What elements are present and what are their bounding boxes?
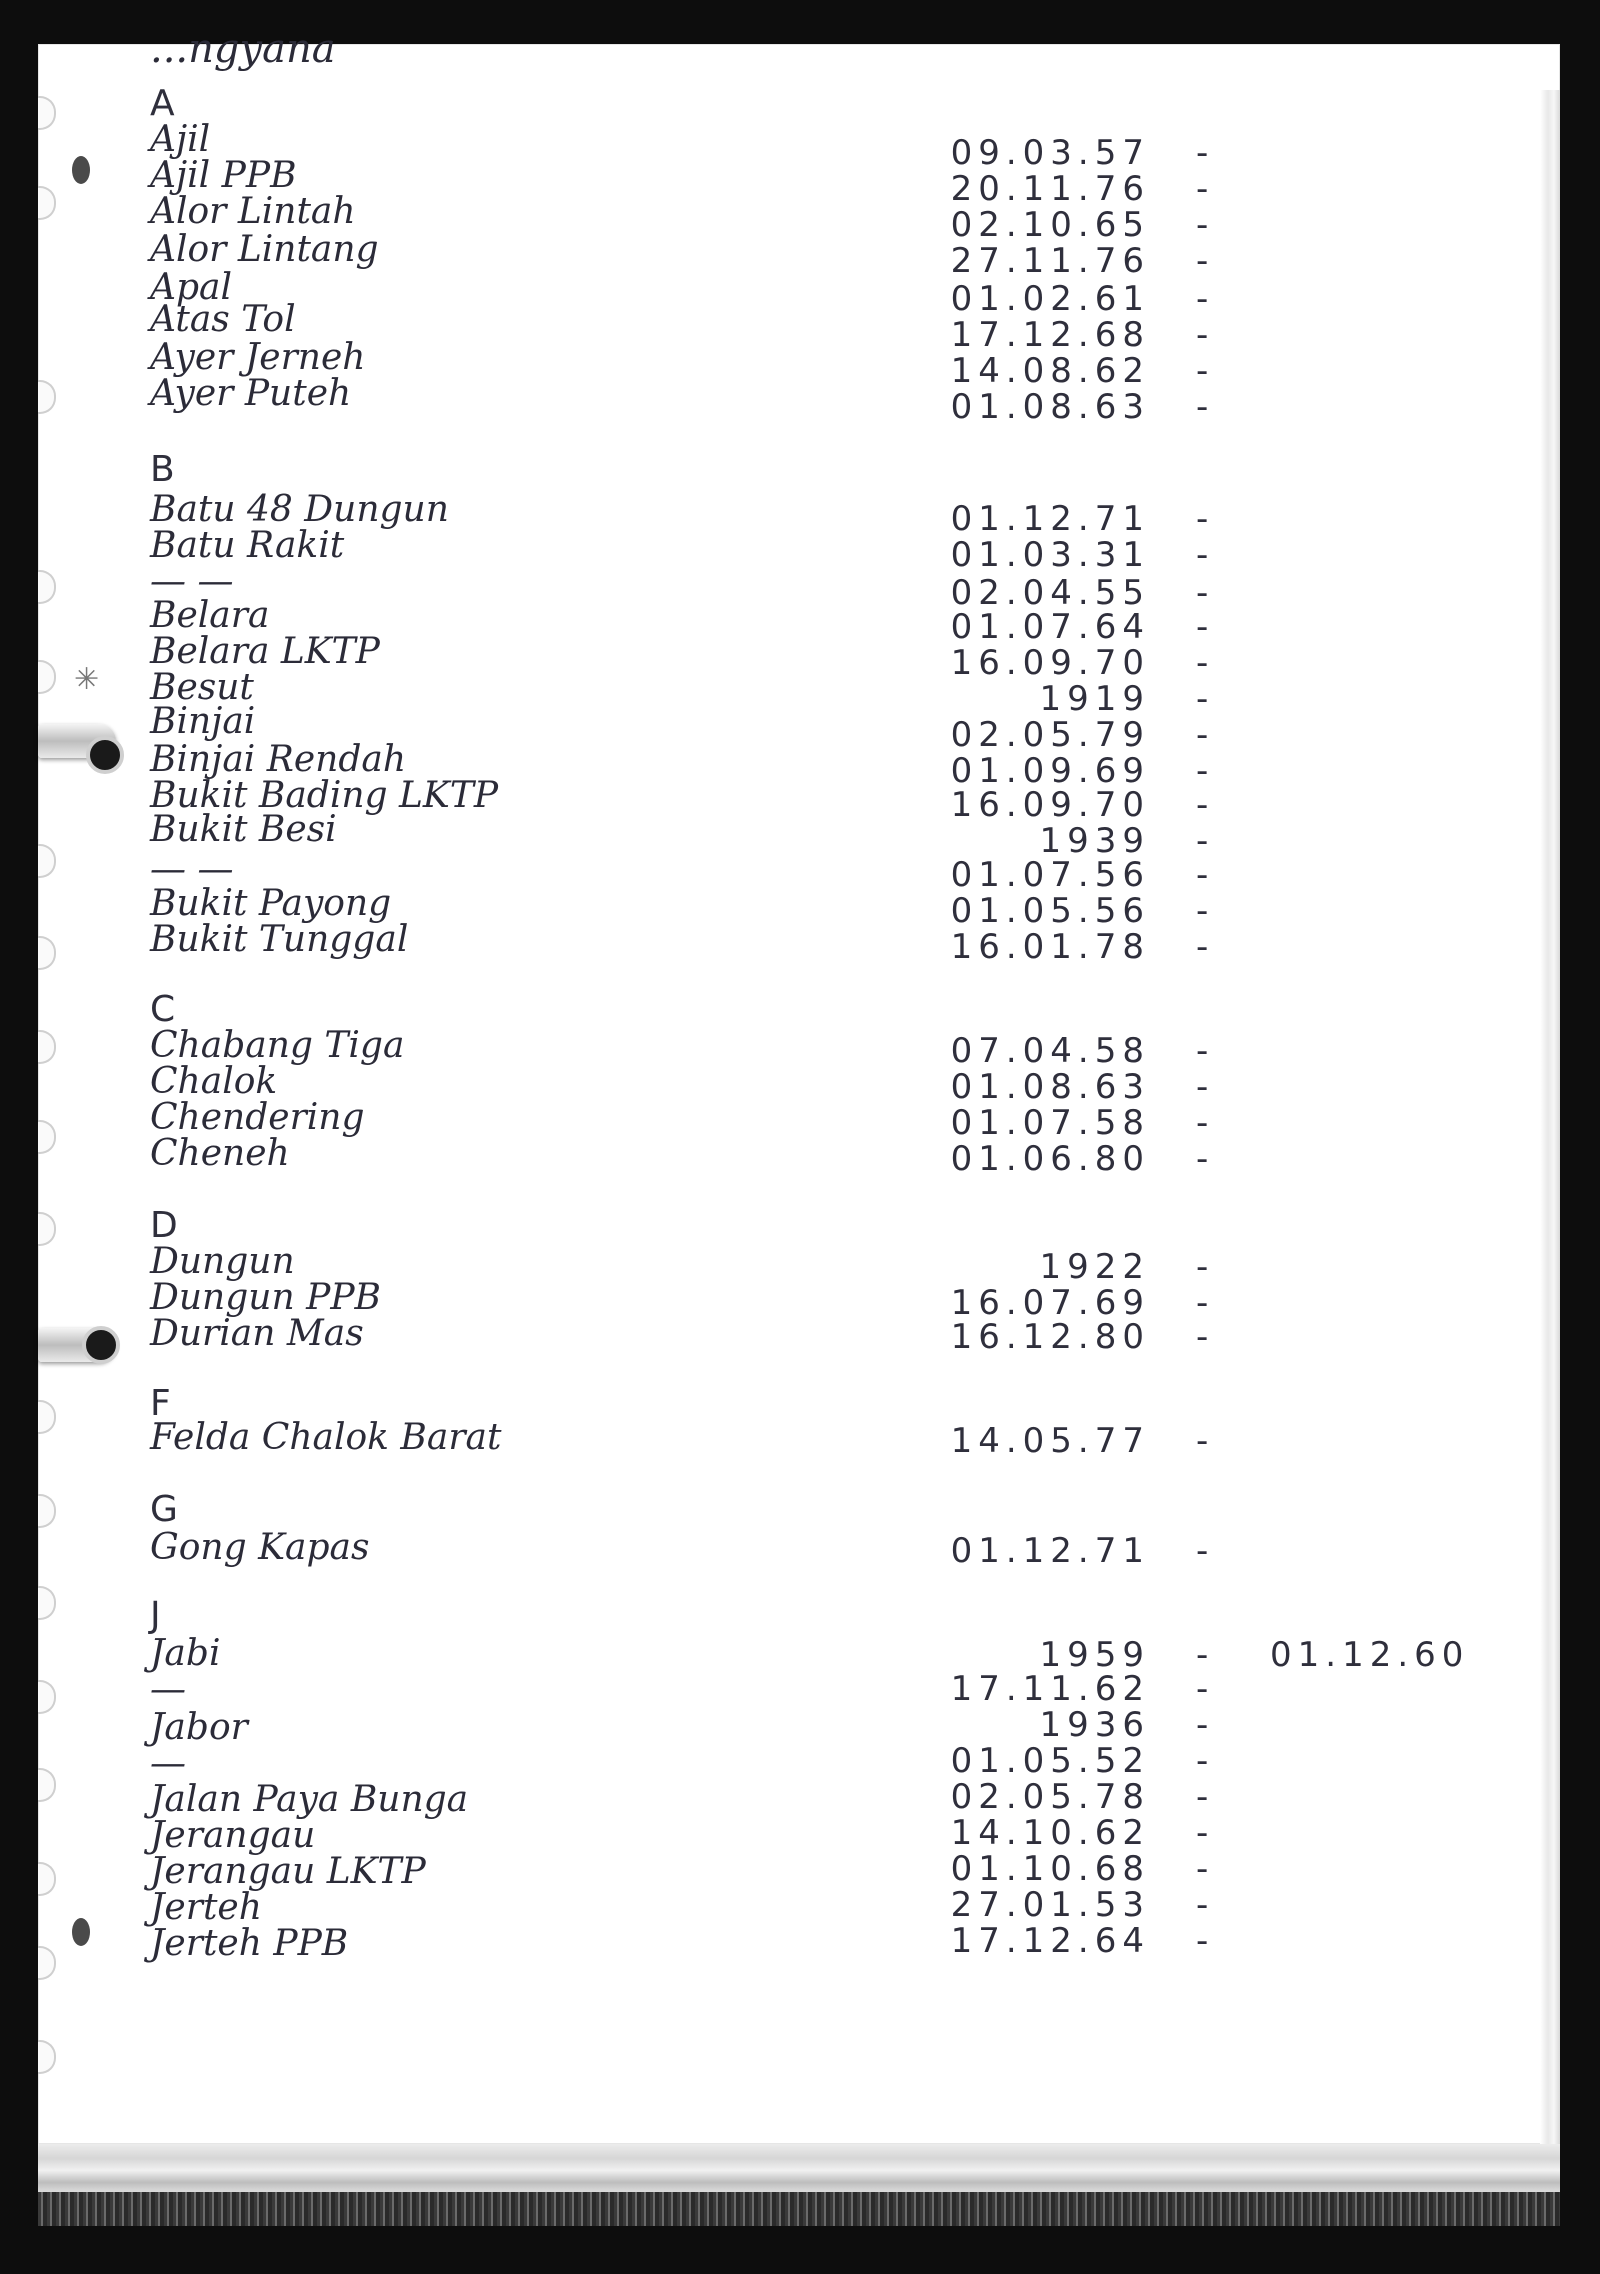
row-dash: - bbox=[1196, 241, 1209, 281]
row-dash: - bbox=[1196, 279, 1209, 319]
station-name: Ayer Jerneh bbox=[150, 337, 366, 378]
station-date: 09.03.57 bbox=[950, 133, 1150, 173]
row-dash: - bbox=[1196, 499, 1209, 539]
station-name: — — bbox=[150, 849, 234, 890]
station-name: Cheneh bbox=[150, 1133, 290, 1174]
row-dash: - bbox=[1196, 1283, 1209, 1323]
station-date: 01.10.68 bbox=[950, 1849, 1150, 1889]
station-name: Chendering bbox=[150, 1097, 365, 1138]
row-dash: - bbox=[1196, 1421, 1209, 1461]
row-dash: - bbox=[1196, 1705, 1209, 1745]
row-dash: - bbox=[1196, 927, 1209, 967]
row-dash: - bbox=[1196, 573, 1209, 613]
station-name: Chabang Tiga bbox=[150, 1025, 405, 1066]
row-dash: - bbox=[1196, 607, 1209, 647]
row-dash: - bbox=[1196, 169, 1209, 209]
station-name: Besut bbox=[150, 667, 254, 708]
row-dash: - bbox=[1196, 715, 1209, 755]
row-dash: - bbox=[1196, 1531, 1209, 1571]
station-date: 02.05.78 bbox=[950, 1777, 1150, 1817]
section-letter-b: B bbox=[150, 449, 175, 490]
station-name: Jabi bbox=[150, 1633, 221, 1674]
station-name: Gong Kapas bbox=[150, 1527, 370, 1568]
station-name: Dungun bbox=[150, 1241, 295, 1282]
station-name: Durian Mas bbox=[150, 1313, 364, 1354]
row-dash: - bbox=[1196, 1247, 1209, 1287]
station-date: 17.11.62 bbox=[950, 1669, 1150, 1709]
station-name: Ayer Puteh bbox=[150, 373, 352, 414]
section-letter-c: C bbox=[150, 989, 176, 1030]
row-dash: - bbox=[1196, 1067, 1209, 1107]
station-date: 07.04.58 bbox=[950, 1031, 1150, 1071]
row-dash: - bbox=[1196, 205, 1209, 245]
row-dash: - bbox=[1196, 1139, 1209, 1179]
station-name: Batu 48 Dungun bbox=[150, 489, 449, 530]
station-date: 01.12.71 bbox=[950, 499, 1150, 539]
station-date: 01.09.69 bbox=[950, 751, 1150, 791]
station-date: 14.08.62 bbox=[950, 351, 1150, 391]
station-date: 02.04.55 bbox=[950, 573, 1150, 613]
section-letter-f: F bbox=[150, 1383, 171, 1424]
station-name: Bukit Bading LKTP bbox=[150, 775, 499, 816]
row-dash: - bbox=[1196, 891, 1209, 931]
row-dash: - bbox=[1196, 1849, 1209, 1889]
row-dash: - bbox=[1196, 1813, 1209, 1853]
station-date: 01.02.61 bbox=[950, 279, 1150, 319]
row-dash: - bbox=[1196, 1777, 1209, 1817]
station-date: 17.12.64 bbox=[950, 1921, 1150, 1961]
station-date: 01.08.63 bbox=[950, 1067, 1150, 1107]
station-name: Batu Rakit bbox=[150, 525, 345, 566]
row-dash: - bbox=[1196, 1741, 1209, 1781]
section-letter-j: J bbox=[150, 1595, 161, 1636]
station-date: 1939 bbox=[1039, 821, 1150, 861]
station-date: 01.12.71 bbox=[950, 1531, 1150, 1571]
row-dash: - bbox=[1196, 643, 1209, 683]
station-date: 01.05.56 bbox=[950, 891, 1150, 931]
station-name: — — bbox=[150, 561, 234, 602]
row-dash: - bbox=[1196, 1635, 1209, 1675]
row-dash: - bbox=[1196, 535, 1209, 575]
binder-sheet-edge bbox=[38, 2192, 1560, 2226]
station-date: 17.12.68 bbox=[950, 315, 1150, 355]
row-dash: - bbox=[1196, 1317, 1209, 1357]
row-dash: - bbox=[1196, 1921, 1209, 1961]
row-dash: - bbox=[1196, 1885, 1209, 1925]
star-mark-icon: ✳ bbox=[74, 662, 100, 697]
station-date: 14.10.62 bbox=[950, 1813, 1150, 1853]
row-dash: - bbox=[1196, 351, 1209, 391]
page-stack-edge bbox=[1540, 90, 1560, 2190]
station-date: 02.05.79 bbox=[950, 715, 1150, 755]
row-dash: - bbox=[1196, 751, 1209, 791]
station-date: 16.09.70 bbox=[950, 785, 1150, 825]
extra-date: 01.12.60 bbox=[1270, 1635, 1470, 1675]
station-name: Belara LKTP bbox=[150, 631, 380, 672]
section-letter-g: G bbox=[150, 1489, 178, 1530]
station-date: 20.11.76 bbox=[950, 169, 1150, 209]
row-dash: - bbox=[1196, 679, 1209, 719]
row-dash: - bbox=[1196, 821, 1209, 861]
station-name: Ajil PPB bbox=[150, 155, 297, 196]
row-dash: - bbox=[1196, 785, 1209, 825]
row-dash: - bbox=[1196, 387, 1209, 427]
row-dash: - bbox=[1196, 133, 1209, 173]
station-name: Bukit Tunggal bbox=[150, 919, 409, 960]
station-name: Jabor bbox=[150, 1707, 248, 1748]
station-name: Ajil bbox=[150, 119, 211, 160]
station-name: Jerangau bbox=[150, 1815, 316, 1856]
row-dash: - bbox=[1196, 1103, 1209, 1143]
station-name: — bbox=[150, 1743, 186, 1784]
section-letter-d: D bbox=[150, 1205, 178, 1246]
station-name: Binjai bbox=[150, 701, 256, 742]
row-dash: - bbox=[1196, 1669, 1209, 1709]
station-name: Felda Chalok Barat bbox=[150, 1417, 502, 1458]
section-letter-a: A bbox=[150, 83, 175, 124]
station-date: 27.11.76 bbox=[950, 241, 1150, 281]
station-name: Alor Lintang bbox=[150, 229, 379, 270]
station-date: 1919 bbox=[1039, 679, 1150, 719]
header-fragment: ...ngyana bbox=[150, 26, 336, 72]
station-name: — bbox=[150, 1669, 186, 1710]
row-dash: - bbox=[1196, 1031, 1209, 1071]
page-stack-bottom bbox=[38, 2144, 1560, 2192]
station-date: 16.12.80 bbox=[950, 1317, 1150, 1357]
binder-ring-end bbox=[86, 736, 124, 774]
station-name: Binjai Rendah bbox=[150, 739, 407, 780]
station-date: 01.07.58 bbox=[950, 1103, 1150, 1143]
station-date: 16.09.70 bbox=[950, 643, 1150, 683]
station-date: 27.01.53 bbox=[950, 1885, 1150, 1925]
station-date: 01.08.63 bbox=[950, 387, 1150, 427]
station-date: 1936 bbox=[1039, 1705, 1150, 1745]
station-date: 01.06.80 bbox=[950, 1139, 1150, 1179]
station-date: 1922 bbox=[1039, 1247, 1150, 1287]
station-name: Belara bbox=[150, 595, 270, 636]
row-dash: - bbox=[1196, 855, 1209, 895]
station-date: 14.05.77 bbox=[950, 1421, 1150, 1461]
station-name: Chalok bbox=[150, 1061, 278, 1102]
row-dash: - bbox=[1196, 315, 1209, 355]
station-name: Atas Tol bbox=[150, 299, 296, 340]
station-name: Alor Lintah bbox=[150, 191, 356, 232]
station-name: Jerteh PPB bbox=[150, 1923, 349, 1964]
station-date: 1959 bbox=[1039, 1635, 1150, 1675]
station-date: 02.10.65 bbox=[950, 205, 1150, 245]
station-name: Jerteh bbox=[150, 1887, 262, 1928]
station-name: Jalan Paya Bunga bbox=[150, 1779, 469, 1820]
station-name: Bukit Payong bbox=[150, 883, 392, 924]
station-date: 16.07.69 bbox=[950, 1283, 1150, 1323]
station-name: Apal bbox=[150, 267, 233, 308]
station-date: 16.01.78 bbox=[950, 927, 1150, 967]
punch-hole bbox=[72, 156, 90, 184]
station-name: Bukit Besi bbox=[150, 809, 337, 850]
station-date: 01.07.56 bbox=[950, 855, 1150, 895]
station-name: Jerangau LKTP bbox=[150, 1851, 426, 1892]
station-date: 01.07.64 bbox=[950, 607, 1150, 647]
punch-hole bbox=[72, 1918, 90, 1946]
station-date: 01.03.31 bbox=[950, 535, 1150, 575]
station-name: Dungun PPB bbox=[150, 1277, 381, 1318]
station-date: 01.05.52 bbox=[950, 1741, 1150, 1781]
binder-ring-end bbox=[82, 1326, 120, 1364]
